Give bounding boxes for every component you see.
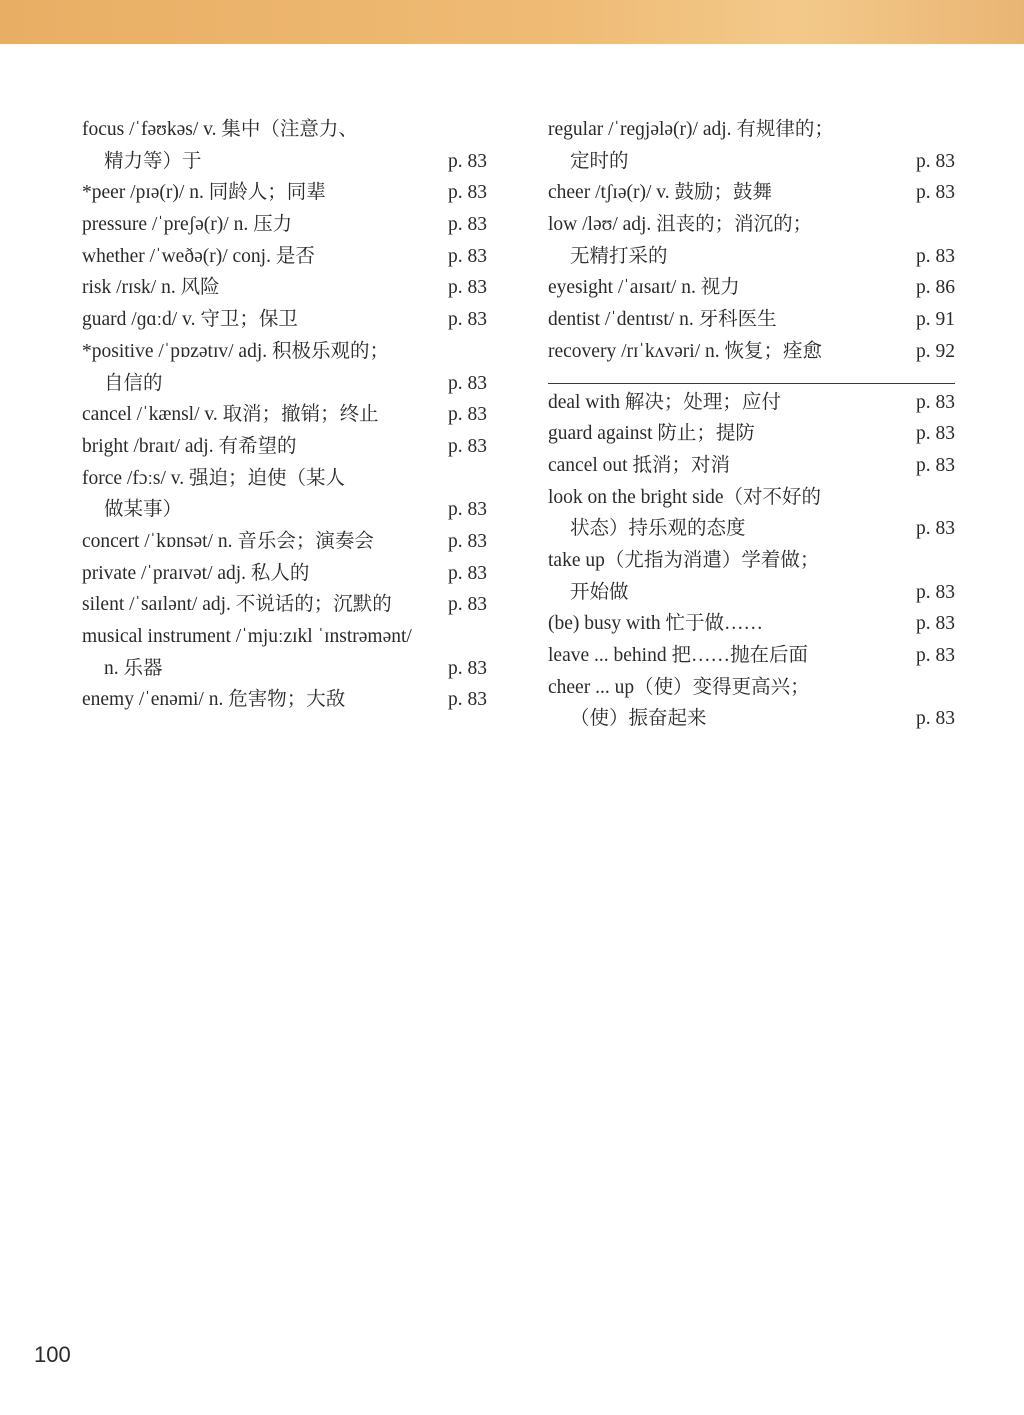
page-reference: p. 91 — [916, 309, 955, 331]
vocab-entry-line — [82, 304, 487, 336]
page-reference: p. 83 — [448, 245, 487, 267]
entry-text: *positive /ˈpɒzətɪv/ adj. 积极乐观的； — [82, 340, 389, 362]
page-reference: p. 92 — [916, 340, 955, 362]
page-reference: p. 83 — [916, 245, 955, 267]
vocab-entry-line — [82, 399, 487, 431]
section-divider — [548, 383, 955, 384]
entry-text: 精力等）于 — [104, 150, 202, 172]
page-reference: p. 83 — [916, 645, 955, 666]
vocab-entry-line — [548, 482, 955, 514]
vocab-entry-line — [82, 146, 487, 178]
entry-text: (be) busy with 忙于做…… — [548, 613, 764, 635]
entry-text: cancel /ˈkænsl/ v. 取消；撤销；终止 — [82, 404, 379, 426]
vocab-entry-line — [82, 621, 487, 653]
right-vocabulary-column — [548, 114, 955, 735]
vocab-entry-line — [82, 494, 487, 526]
entry-text: musical instrument /ˈmjuːzɪkl ˈɪnstrəmənt/ — [82, 626, 412, 647]
vocab-entry-line — [548, 177, 955, 209]
entry-text: guard against 防止；提防 — [548, 423, 755, 445]
vocab-entry-line — [548, 703, 955, 735]
vocab-entry-line — [548, 672, 955, 704]
vocab-entry-line — [548, 209, 955, 241]
page-reference: p. 83 — [448, 594, 487, 616]
entry-text: leave ... behind 把……抛在后面 — [548, 645, 808, 666]
vocab-entry-line — [548, 418, 955, 450]
entry-text: take up（尤指为消遣）学着做； — [548, 549, 820, 571]
page-number: 100 — [34, 1342, 71, 1367]
entry-text: bright /braɪt/ adj. 有希望的 — [82, 435, 297, 457]
page-reference: p. 83 — [916, 391, 955, 413]
entry-text: private /ˈpraɪvət/ adj. 私人的 — [82, 562, 310, 584]
page-reference: p. 83 — [448, 689, 487, 711]
entry-text: eyesight /ˈaɪsaɪt/ n. 视力 — [548, 277, 740, 299]
vocab-entry-line — [82, 526, 487, 558]
entry-text: regular /ˈreɡjələ(r)/ adj. 有规律的； — [548, 119, 834, 140]
entry-text: silent /ˈsaɪlənt/ adj. 不说话的；沉默的 — [82, 594, 392, 616]
vocab-entry-line — [82, 209, 487, 241]
page-reference: p. 83 — [448, 150, 487, 172]
vocab-entry-line — [548, 146, 955, 178]
vocab-entry-line — [82, 114, 487, 146]
vocab-entry-line — [82, 241, 487, 273]
page-reference: p. 83 — [916, 150, 955, 172]
entry-text: n. 乐器 — [104, 657, 163, 679]
page-reference: p. 83 — [916, 182, 955, 204]
entry-text: look on the bright side（对不好的 — [548, 486, 821, 508]
page-reference: p. 83 — [448, 530, 487, 552]
page-reference: p. 83 — [448, 435, 487, 457]
entry-text: cancel out 抵消；对消 — [548, 454, 730, 476]
entry-text: cheer ... up（使）变得更高兴； — [548, 676, 810, 698]
vocab-entry-line — [548, 608, 955, 640]
entry-text: enemy /ˈenəmi/ n. 危害物；大敌 — [82, 689, 346, 711]
entry-text: 无精打采的 — [570, 245, 668, 267]
vocab-entry-line — [548, 387, 955, 419]
page-reference: p. 83 — [448, 562, 487, 584]
vocab-entry-line — [82, 368, 487, 400]
entry-text: low /ləʊ/ adj. 沮丧的；消沉的； — [548, 214, 813, 236]
page-reference: p. 83 — [448, 182, 487, 204]
entry-text: 自信的 — [104, 372, 163, 394]
entry-text: pressure /ˈpreʃə(r)/ n. 压力 — [82, 214, 293, 236]
entry-text: deal with 解决；处理；应付 — [548, 391, 781, 413]
vocab-entry-line — [548, 513, 955, 545]
entry-text: 做某事） — [104, 499, 183, 521]
page-reference: p. 83 — [916, 581, 955, 603]
entry-text: recovery /rɪˈkʌvəri/ n. 恢复；痊愈 — [548, 340, 823, 362]
entry-text: 状态）持乐观的态度 — [570, 518, 746, 540]
page-reference: p. 86 — [916, 277, 955, 299]
page-reference: p. 83 — [916, 423, 955, 445]
vocab-entry-line — [82, 684, 487, 716]
vocab-entry-line — [82, 336, 487, 368]
page-reference: p. 83 — [448, 214, 487, 236]
vocab-entry-line — [548, 241, 955, 273]
entry-text: 定时的 — [570, 150, 629, 172]
vocab-entry-line — [82, 653, 487, 685]
page-reference: p. 83 — [916, 708, 955, 730]
left-vocabulary-column — [82, 114, 487, 716]
page-reference: p. 83 — [916, 613, 955, 635]
entry-text: 开始做 — [570, 581, 629, 603]
entry-text: *peer /pɪə(r)/ n. 同龄人；同辈 — [82, 182, 326, 204]
page-reference: p. 83 — [448, 404, 487, 426]
page-reference: p. 83 — [448, 499, 487, 521]
entry-text: concert /ˈkɒnsət/ n. 音乐会；演奏会 — [82, 530, 374, 552]
entry-text: force /fɔːs/ v. 强迫；迫使（某人 — [82, 467, 346, 489]
entry-text: whether /ˈweðə(r)/ conj. 是否 — [82, 245, 315, 267]
entry-text: focus /ˈfəʊkəs/ v. 集中（注意力、 — [82, 119, 358, 140]
vocab-entry-line — [82, 558, 487, 590]
page-reference: p. 83 — [448, 657, 487, 679]
page-reference: p. 83 — [448, 372, 487, 394]
entry-text: dentist /ˈdentɪst/ n. 牙科医生 — [548, 309, 777, 331]
right-word-list — [548, 114, 955, 368]
vocab-entry-line — [548, 336, 955, 368]
header-color-bar — [0, 0, 1024, 44]
vocab-entry-line — [548, 545, 955, 577]
vocab-entry-line — [548, 450, 955, 482]
page-reference: p. 83 — [448, 309, 487, 331]
vocab-entry-line — [548, 272, 955, 304]
vocab-entry-line — [82, 589, 487, 621]
vocab-entry-line — [82, 431, 487, 463]
entry-text: cheer /tʃɪə(r)/ v. 鼓励；鼓舞 — [548, 182, 772, 204]
entry-text: guard /ɡɑːd/ v. 守卫；保卫 — [82, 309, 298, 331]
entry-text: risk /rɪsk/ n. 风险 — [82, 277, 220, 299]
vocab-entry-line — [82, 272, 487, 304]
page-reference: p. 83 — [916, 518, 955, 540]
vocab-entry-line — [548, 577, 955, 609]
page-reference: p. 83 — [916, 454, 955, 476]
vocab-entry-line — [548, 640, 955, 672]
entry-text: （使）振奋起来 — [570, 708, 707, 730]
vocab-entry-line — [82, 177, 487, 209]
vocab-entry-line — [548, 304, 955, 336]
phrase-list — [548, 387, 955, 736]
page-reference: p. 83 — [448, 277, 487, 299]
vocab-entry-line — [82, 463, 487, 495]
vocab-entry-line — [548, 114, 955, 146]
